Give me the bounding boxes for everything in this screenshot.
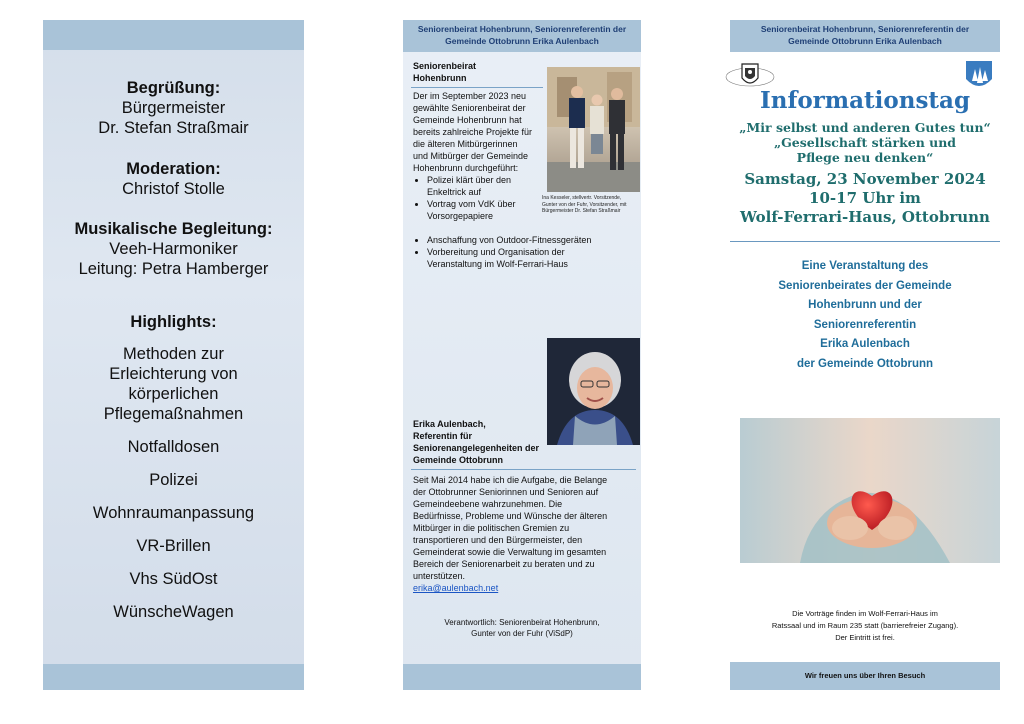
text-line: transportieren und den Bürgermeister, den <box>413 535 583 545</box>
heart-hands-image <box>740 418 1000 563</box>
welcome-line: Bürgermeister <box>121 99 226 117</box>
moderation-block <box>43 159 304 199</box>
top-band <box>43 20 304 50</box>
portrait-photo <box>547 338 640 445</box>
header-band <box>730 20 1000 52</box>
group-photo <box>547 67 640 192</box>
date-line: Samstag, 23 November 2024 <box>744 170 986 188</box>
list-item: • Vorbereitung und Organisation der Veranstaltung im Wolf-Ferrari-Haus <box>427 246 607 270</box>
section2-text <box>413 474 641 594</box>
highlight-item: Pflegemaßnahmen <box>103 405 244 423</box>
subtitle-line: „Mir selbst und anderen Gutes tun“ <box>739 120 991 135</box>
section2-title-line: Gemeinde Ottobrunn <box>413 455 503 465</box>
event-date <box>730 170 1000 227</box>
intro-line: Gemeinde Hohenbrunn hat <box>413 115 522 125</box>
welcome-line: Dr. Stefan Straßmair <box>98 119 249 137</box>
intro-line: und Mitbürger der Gemeinde <box>413 151 529 161</box>
event-title: Informationstag <box>759 87 971 114</box>
highlight-item: körperlichen <box>128 385 219 403</box>
date-line: Wolf-Ferrari-Haus, Ottobrunn <box>740 208 990 226</box>
section2-title-line: Referentin für <box>413 431 473 441</box>
bottom-band <box>43 664 304 690</box>
list-item: • Polizei klärt über den Enkeltrick auf <box>427 174 532 198</box>
caption-line: Bürgermeister Dr. Stefan Straßmair <box>542 208 621 214</box>
subtitle-line: Pflege neu denken“ <box>796 150 934 165</box>
caption-line: Gunter von der Fuhr, Vorsitzender, mit <box>542 201 627 208</box>
divider <box>411 469 636 470</box>
organizer-line: Erika Aulenbach <box>820 338 910 350</box>
note-line: Die Vorträge finden im Wolf-Ferrari-Haus im <box>792 609 938 618</box>
heart-hands-photo <box>740 418 1000 563</box>
list-item: • Anschaffung von Outdoor-Fitnessgeräten <box>427 234 639 246</box>
middle-panel <box>403 20 641 690</box>
footer-line: Verantwortlich: Seniorenbeirat Hohenbrunn, <box>444 618 600 627</box>
note-line: Der Eintritt ist frei. <box>835 633 895 642</box>
highlight-item: Methoden zur <box>123 345 224 363</box>
music-block <box>43 219 304 279</box>
section1-title-line: Seniorenbeirat <box>413 61 477 71</box>
organizer-line: Eine Veranstaltung des <box>801 260 929 272</box>
date-line: 10-17 Uhr im <box>809 189 921 207</box>
header-line: Gemeinde Ottobrunn Erika Aulenbach <box>445 36 599 46</box>
text-line: Mitbürger in die politischen Gremien zu <box>413 523 570 533</box>
moderation-name: Christof Stolle <box>122 180 225 198</box>
text-line: der Ottobrunner Seniorinnen und Senioren auf <box>413 487 599 497</box>
left-panel <box>43 20 304 690</box>
highlight-item: Vhs SüdOst <box>129 570 218 588</box>
text-line: unterstützen. <box>413 571 466 581</box>
section1-title-line: Hohenbrunn <box>413 73 467 83</box>
header-line: Gemeinde Ottobrunn Erika Aulenbach <box>788 36 942 46</box>
subtitle-line: „Gesellschaft stärken und <box>773 135 957 150</box>
organizer-line: Seniorenreferentin <box>813 318 917 331</box>
moderation-heading: Moderation: <box>126 160 221 178</box>
highlight-item: Wohnraumanpassung <box>92 504 255 522</box>
divider <box>411 87 543 88</box>
text-line: Seit Mai 2014 habe ich die Aufgabe, die Belange <box>413 475 608 485</box>
divider <box>730 241 1000 242</box>
section1-intro <box>413 90 545 174</box>
list-item: • Vortrag vom VdK über Vorsorgepapiere <box>427 198 532 222</box>
subtitle <box>730 120 1000 165</box>
intro-line: die älteren Mitbürgerinnen <box>413 139 518 149</box>
text-line: Bedürfnisse, Probleme und Wünsche der älteren <box>413 511 608 521</box>
highlight-item: Polizei <box>149 471 198 489</box>
organizer-line: der Gemeinde Ottobrunn <box>796 357 934 370</box>
email-link[interactable]: erika@aulenbach.net <box>413 583 499 593</box>
intro-line: Der im September 2023 neu <box>413 91 527 101</box>
photo-caption <box>542 195 640 215</box>
text-line: Gemeindeebene wahrzunehmen. Die <box>413 499 563 509</box>
info-note <box>730 608 1000 644</box>
right-panel <box>730 20 1000 690</box>
highlights-heading: Highlights: <box>130 313 217 331</box>
music-line: Leitung: Petra Hamberger <box>78 260 269 278</box>
section2-title-line: Erika Aulenbach, <box>413 419 486 429</box>
music-heading: Musikalische Begleitung: <box>74 220 273 238</box>
responsible-footer <box>403 617 641 639</box>
section1-title <box>413 60 543 84</box>
bottom-band <box>403 664 641 690</box>
header-line: Seniorenbeirat Hohenbrunn, Seniorenreferentin der <box>760 24 970 34</box>
portrait-image <box>547 338 640 445</box>
organizer-line: Hohenbrunn und der <box>808 299 922 311</box>
header-band <box>403 20 641 52</box>
header-line: Seniorenbeirat Hohenbrunn, Seniorenreferentin der <box>417 24 627 34</box>
section2-title <box>413 418 548 466</box>
highlight-item: VR-Brillen <box>136 537 211 555</box>
bullet-list-wide <box>407 234 639 270</box>
note-line: Ratssaal und im Raum 235 statt (barrierefreier Zugang). <box>771 621 959 630</box>
intro-line: Hohenbrunn durchgeführt: <box>413 163 519 173</box>
text-line: Bereich der Seniorenarbeit zu beraten und zu <box>413 559 595 569</box>
caption-line: Ina Kesseler, stellvertr. Vorsitzende, <box>542 195 622 201</box>
music-line: Veeh-Harmoniker <box>109 240 238 258</box>
welcome-footer: Wir freuen uns über Ihren Besuch <box>730 662 1000 690</box>
organizer-line: Seniorenbeirates der Gemeinde <box>778 279 952 292</box>
footer-line: Gunter von der Fuhr (ViSdP) <box>471 629 573 638</box>
bullet-list <box>407 174 532 222</box>
section2-title-line: Seniorenangelegenheiten der <box>413 443 540 453</box>
highlight-item: Notfalldosen <box>127 438 220 456</box>
intro-line: gewählte Seniorenbeirat der <box>413 103 526 113</box>
welcome-heading: Begrüßung: <box>126 79 221 97</box>
text-line: Gemeinderat sowie die Verwaltung im gesamten <box>413 547 607 557</box>
welcome-block <box>43 78 304 138</box>
group-photo-image <box>547 67 640 192</box>
intro-line: bereits zahlreiche Projekte für <box>413 127 533 137</box>
highlight-item: Erleichterung von <box>109 365 238 383</box>
organizer-block <box>730 257 1000 374</box>
highlight-item: WünscheWagen <box>113 603 234 621</box>
